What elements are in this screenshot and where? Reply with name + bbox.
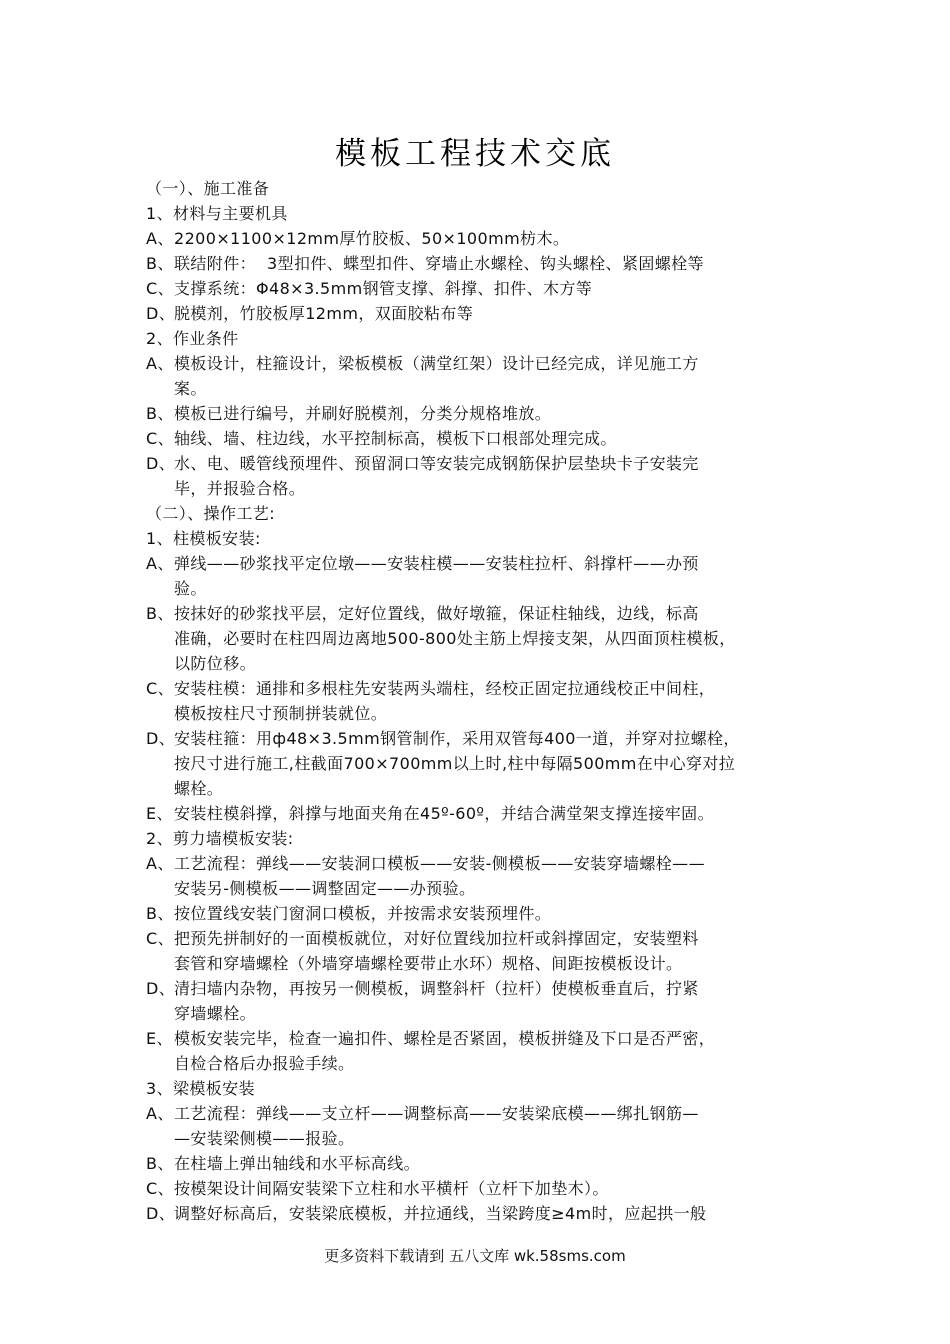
list-item: A、 模板设计，柱箍设计，梁板模板（满堂红架）设计已经完成，详见施工方 案。 (146, 354, 699, 398)
subsection-heading: 2、剪力墙模板安装: (146, 829, 294, 848)
list-item: A、 工艺流程：弹线——支立杆——调整标高——安装梁底模——绑扎钢筋— —安装梁侧模——报验。 (146, 1104, 699, 1148)
list-item: B、 在柱墙上弹出轴线和水平标高线。 (146, 1154, 421, 1173)
list-item: B、 模板已进行编号，并刷好脱模剂，分类分规格堆放。 (146, 404, 552, 423)
list-item: C、 支撑系统：Φ48×3.5mm钢管支撑、斜撑、扣件、木方等 (146, 279, 593, 298)
list-item: B、 按抹好的砂浆找平层，定好位置线，做好墩箍，保证柱轴线，边线，标高 准确，必要时在柱四周边离地500-800处主筋上焊接支架，从四面顶柱模板， 以防位移。 (146, 604, 736, 673)
list-item: C、 安装柱模：通排和多根柱先安装两头端柱，经校正固定拉通线校正中间柱， 模板按柱尺寸预制拼装就位。 (146, 679, 716, 723)
list-item: C、 按模架设计间隔安装梁下立柱和水平横杆（立杆下加垫木）。 (146, 1179, 609, 1198)
subsection-heading: 1、材料与主要机具 (146, 204, 288, 223)
list-item: D、 清扫墙内杂物，再按另一侧模板，调整斜杆（拉杆）使模板垂直后，拧紧 穿墙螺栓。 (146, 979, 699, 1023)
document-body (146, 176, 818, 1226)
list-item: A、 2200×1100×12mm厚竹胶板、50×100mm枋木。 (146, 229, 570, 248)
list-item: B、 联结附件： 3型扣件、蝶型扣件、穿墙止水螺栓、钩头螺栓、紧固螺栓等 (146, 254, 704, 273)
list-item: B、 按位置线安装门窗洞口模板，并按需求安装预埋件。 (146, 904, 552, 923)
document-title: 模板工程技术交底 (335, 136, 615, 172)
subsection-heading: 2、作业条件 (146, 329, 239, 348)
list-item: D、 安装柱箍：用ф48×3.5mm钢管制作，采用双管每400一道，并穿对拉螺栓， 按尺寸进行施工,柱截面700×700mm以上时,柱中每隔500mm在中心穿对拉 螺栓。 (146, 729, 740, 798)
subsection-heading: 1、柱模板安装: (146, 529, 261, 548)
list-item: A、 弹线——砂浆找平定位墩——安装柱模——安装柱拉杆、斜撑杆——办预 验。 (146, 554, 699, 598)
list-item: E、 安装柱模斜撑，斜撑与地面夹角在45º-60º，并结合满堂架支撑连接牢固。 (146, 804, 714, 823)
list-item: D、 调整好标高后，安装梁底模板，并拉通线，当梁跨度≥4m时，应起拱一般 (146, 1204, 707, 1223)
list-item: D、 水、电、暖管线预埋件、预留洞口等安装完成钢筋保护层垫块卡子安装完 毕，并报验合格。 (146, 454, 699, 498)
list-item: E、 模板安装完毕，检查一遍扣件、螺栓是否紧固，模板拼缝及下口是否严密， 自检合格后办报验手续。 (146, 1029, 716, 1073)
list-item: D、 脱模剂，竹胶板厚12mm，双面胶粘布等 (146, 304, 474, 323)
subsection-heading: 3、梁模板安装 (146, 1079, 255, 1098)
list-item: C、 轴线、墙、柱边线，水平控制标高，模板下口根部处理完成。 (146, 429, 617, 448)
list-item: C、 把预先拼制好的一面模板就位，对好位置线加拉杆或斜撑固定，安装塑料 套管和穿墙螺栓（外墙穿墙螺栓要带止水环）规格、间距按模板设计。 (146, 929, 699, 973)
section-heading: （一）、施工准备 (146, 179, 270, 198)
list-item: A、 工艺流程：弹线——安装洞口模板——安装-侧模板——安装穿墙螺栓—— 安装另-侧模板——调整固定——办预验。 (146, 854, 705, 898)
footer-link[interactable]: 更多资料下载请到 五八文库 wk.58sms.com (324, 1247, 626, 1265)
section-heading: （二）、操作工艺: (146, 504, 275, 523)
